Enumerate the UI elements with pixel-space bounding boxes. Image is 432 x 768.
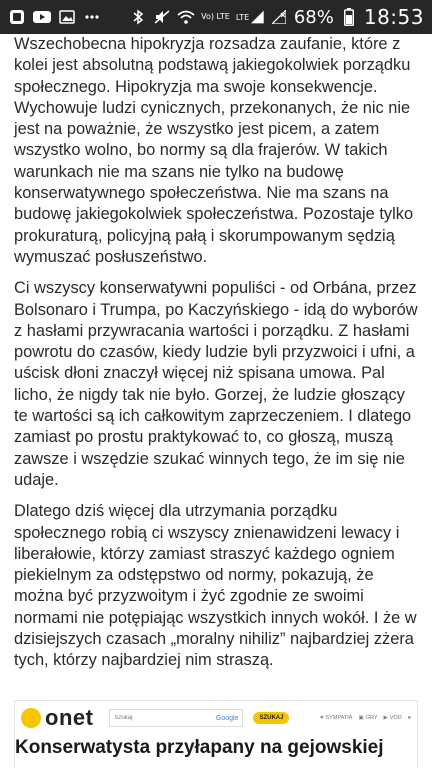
- play-icon: ▶: [383, 715, 388, 721]
- no-signal-icon: [270, 8, 288, 26]
- onet-logo-icon: [21, 708, 41, 728]
- onet-nav-label: VOD: [389, 715, 402, 721]
- volte-icon: Vo) LTE: [201, 12, 230, 21]
- lte-signal-icon: [236, 8, 264, 26]
- article-paragraph: Wszechobecna hipokryzja rozsadza zaufanie, które z kolei jest absolutną podstawą jakiegokolwiek porządku społecznego. Hipokryzja ma swoje konsekwencje. Wychowuje ludzi cynicznych, przekonanych, że nic nie jest na poważnie, że wszystko jest picem, a zatem wszystko wolno, bo normy są dla frajerów. W takich warunkach nie ma szans nie tylko na budowę konserwatywnego społeczeństwa. Nie ma szans na budowę jakiegokolwiek społeczeństwa. Pozostaje tylko prokuraturą, policyjną pałą i skorumpowanym sędzią wymuszać posłuszeństwo.: [14, 35, 414, 266]
- onet-search-button[interactable]: SZUKAJ: [253, 712, 289, 724]
- status-bar: [0, 0, 432, 34]
- bluetooth-icon: [129, 8, 147, 26]
- heart-icon: ♥: [320, 715, 324, 721]
- onet-user-icon[interactable]: ●: [407, 715, 411, 721]
- onet-embed-card[interactable]: [14, 700, 418, 768]
- google-label: Google: [215, 714, 239, 722]
- onet-nav-label: SYMPATIA: [325, 715, 353, 721]
- mute-icon: [153, 8, 171, 26]
- status-bar-right: [129, 5, 424, 29]
- battery-percent: 68%: [293, 6, 334, 28]
- onet-nav-gry[interactable]: [358, 715, 377, 721]
- wifi-icon: [177, 8, 195, 26]
- onet-logo[interactable]: [21, 705, 93, 731]
- article-body: [0, 34, 432, 672]
- article-paragraph: Dlatego dziś więcej dla utrzymania porządku społecznego robią ci wszyscy znienawidzeni lewacy i liberałowie, którzy zamiast straszyć każdego ogniem piekielnym za odstępstwo od normy, pokazują, że można być przyzwoitym i żyć zgodnie ze swoimi normami nie potępiając wszystkich innych wokół. I że w dzisiejszych czasach „moralny nihiliz” najbardziej zżera tych, którzy najbardziej nim straszą.: [14, 502, 417, 670]
- onet-header: [15, 701, 417, 735]
- article-paragraph: Ci wszyscy konserwatywni populiści - od Orbána, przez Bolsonaro i Trumpa, po Kaczyńskiego - idą do wyborów z hasłami przywracania wartości i porządku. Z hasłami powrotu do czasów, kiedy ludzie byli przyzwoici i ufni, a uścisk dłoni znaczył więcej niż spisana umowa. Pal licho, że nigdy tak nie było. Gorzej, że ludzie głoszący te wartości są ich całkowitym zaprzeczeniem. I dlatego zamiast po prostu praktykować to, co głoszą, muszą zawsze i wszędzie szukać winnych tego, że im się nie udaje.: [14, 279, 418, 489]
- image-icon: [58, 8, 76, 26]
- onet-nav-vod[interactable]: [384, 715, 402, 721]
- clock: 18:53: [363, 5, 424, 29]
- onet-search-input[interactable]: [110, 711, 215, 725]
- gamepad-icon: ▣: [358, 715, 364, 721]
- more-notifications-icon: [83, 8, 101, 26]
- youtube-icon: [33, 8, 51, 26]
- battery-icon: [340, 8, 358, 26]
- lte-label: LTE: [235, 12, 250, 22]
- onet-logo-text: onet: [45, 705, 94, 730]
- onet-search-box: [109, 709, 243, 727]
- onet-nav-sympatia[interactable]: [320, 715, 352, 721]
- onet-nav: [320, 715, 411, 721]
- notification-app-icon: [8, 8, 26, 26]
- status-bar-left: [8, 8, 101, 26]
- onet-headline[interactable]: Konserwatysta przyłapany na gejowskiej: [15, 737, 384, 758]
- onet-nav-label: GRY: [365, 715, 378, 721]
